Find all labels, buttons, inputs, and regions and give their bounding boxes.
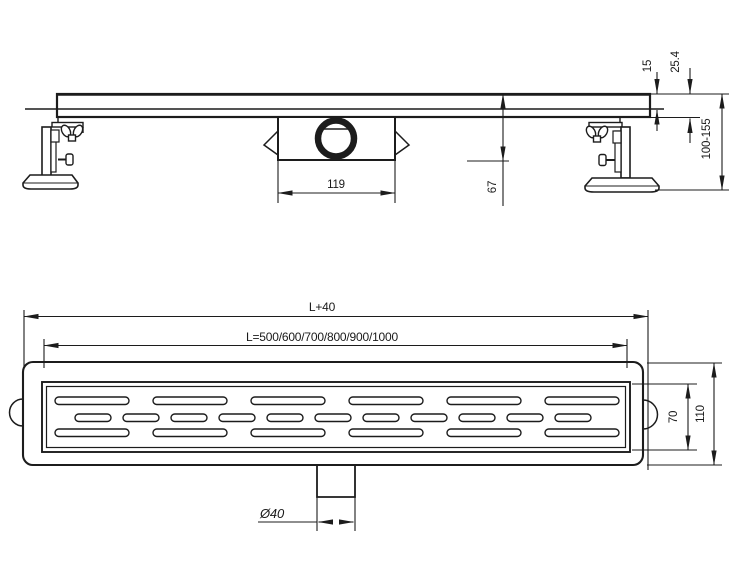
drain-trap [264, 117, 409, 160]
foot-base-left [23, 175, 78, 189]
side-outlet-dome-right [643, 400, 658, 429]
foot-clamp-left [51, 130, 59, 142]
dim-label-grate-width: 70 [668, 410, 680, 424]
foot-clamp-right [613, 131, 621, 143]
trap-latch-right [395, 131, 409, 155]
trap-latch-left [264, 131, 278, 155]
adjustable-foot-right [584, 117, 659, 192]
side-outlet-dome-left [10, 399, 23, 426]
dim-label-channel-lengths: L=500/600/700/800/900/1000 [246, 330, 398, 344]
adjustable-foot-left [23, 117, 85, 189]
side-view [23, 68, 729, 206]
dim-label-trap-length: 119 [327, 179, 345, 191]
dim-label-overall-length: L+40 [308, 300, 336, 314]
foot-leg-left [42, 127, 51, 176]
dim-label-adjustable-height: 100-155 [701, 118, 713, 160]
dim-label-trap-depth: 67 [487, 180, 499, 194]
dim-label-overall-width: 110 [695, 405, 707, 423]
dim-label-outlet-diameter: Ø40 [260, 506, 284, 521]
channel-body-side [57, 94, 650, 117]
bottom-outlet-stub [317, 465, 355, 497]
grate-frame [42, 382, 630, 452]
dim-label-channel-height: 25.4 [670, 51, 682, 73]
foot-screw-right [599, 155, 615, 166]
foot-screw-left [58, 154, 73, 165]
foot-leg-right [621, 127, 630, 178]
foot-base-right [585, 178, 659, 192]
dimension-adjustable-height [655, 94, 729, 190]
dim-label-grate-thickness: 15 [642, 59, 654, 73]
